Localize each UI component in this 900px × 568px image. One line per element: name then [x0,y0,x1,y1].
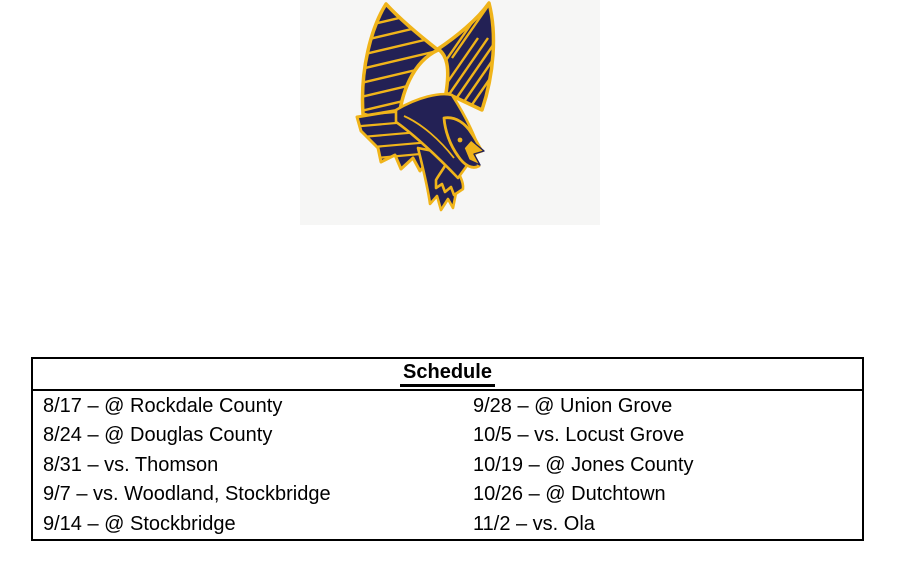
schedule-game: 8/24 – @ Douglas County [43,424,273,447]
schedule-game: 9/28 – @ Union Grove [473,395,673,417]
schedule-game: 8/17 – @ Rockdale County [43,395,283,417]
schedule-game: 10/19 – @ Jones County [473,453,694,476]
eagle-logo-image [300,0,600,225]
schedule-title: Schedule [400,361,495,387]
schedule-game: 9/14 – @ Stockbridge [43,512,236,535]
schedule-game: 10/5 – vs. Locust Grove [473,424,685,447]
eagle-logo [300,0,600,225]
schedule-game: 10/26 – @ Dutchtown [473,483,666,506]
schedule-column-right [473,392,862,539]
schedule-body [33,391,862,539]
schedule-column-left [43,392,473,539]
schedule-table [31,357,864,541]
schedule-header-row [33,359,862,391]
eagle-eye [458,138,463,143]
schedule-game: 9/7 – vs. Woodland, Stockbridge [43,483,331,506]
schedule-game: 8/31 – vs. Thomson [43,453,219,476]
schedule-game: 11/2 – vs. Ola [473,512,595,535]
